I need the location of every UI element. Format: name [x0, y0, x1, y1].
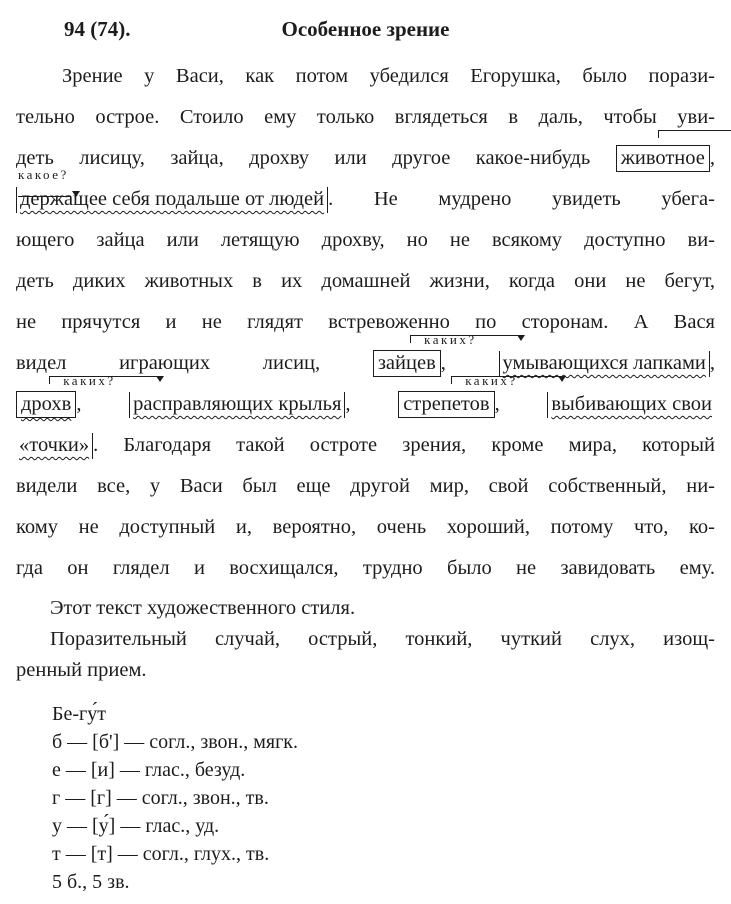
- paragraph-line: [16, 425, 715, 466]
- dependency-arrow-stub-icon: [658, 130, 731, 131]
- paragraph-line: [16, 167, 715, 220]
- text-run: ,: [440, 352, 499, 374]
- exercise-title: Особенное зрение: [281, 17, 450, 41]
- paragraph-line: [16, 507, 715, 548]
- question-label: каких?: [424, 332, 477, 347]
- defined-word-box: стрепетов: [398, 391, 494, 418]
- text-run: видел играющих лисиц,: [16, 352, 373, 374]
- paragraph-line: [16, 261, 715, 302]
- phonetic-word: Бе-гу́т: [52, 703, 106, 725]
- phonetic-row: т — [т] — согл., глух., тв.: [52, 843, 270, 865]
- question-label: какое?: [18, 154, 71, 197]
- participial-phrase: держащее себя подальше от людей: [16, 187, 328, 213]
- main-paragraph: [16, 56, 715, 589]
- paragraph-line: [16, 97, 715, 138]
- text-run: . Не мудрено увидеть убега-: [328, 188, 715, 210]
- text-run: кому не доступный и, вероятно, очень хороший, потому что, ко-: [16, 516, 715, 538]
- text-run: деть лисицу, зайца, дрохву или другое какое-нибудь: [16, 147, 616, 169]
- question-label: каких?: [63, 373, 116, 388]
- paragraph-line: [16, 138, 715, 179]
- question-label: каких?: [465, 373, 518, 388]
- text-run: гда он глядел и восхищался, трудно было не завидовать ему.: [16, 557, 715, 579]
- text-run: Зрение у Васи, как потом убедился Егорушка, было порази-: [62, 65, 715, 87]
- paragraph-line: [16, 548, 715, 589]
- participial-phrase: «точки»: [16, 433, 93, 459]
- phonetic-analysis: [52, 700, 715, 896]
- text-run: ,: [709, 352, 716, 374]
- annotation-group: [616, 138, 710, 179]
- text-run: ,: [76, 393, 130, 415]
- text-run: ,: [494, 393, 548, 415]
- text-run: ющего зайца или летящую дрохву, но не всякому доступно ви-: [16, 229, 715, 251]
- text-run: тельно острое. Стоило ему только вглядеться в даль, чтобы уви-: [16, 106, 715, 128]
- annotation-group: [398, 373, 518, 425]
- text-run: не прячутся и не глядят встревоженно по сторонам. А Вася: [16, 311, 715, 333]
- annotation-group: [16, 167, 328, 220]
- exercise-number: 94 (74).: [64, 17, 131, 41]
- analysis-line: Поразительный случай, острый, тонкий, чуткий слух, изощ-: [50, 628, 715, 650]
- text-run: ,: [709, 147, 715, 169]
- paragraph-line: [16, 466, 715, 507]
- analysis-line: Этот текст художественного стиля.: [50, 597, 356, 619]
- annotation-group: [16, 373, 116, 425]
- text-run: ,: [345, 393, 399, 415]
- participial-phrase: расправляющих крылья: [129, 392, 345, 418]
- participial-phrase: выбивающих свои: [547, 392, 715, 418]
- phonetic-row: б — [б'] — согл., звон., мягк.: [52, 731, 299, 753]
- annotation-group: [16, 425, 93, 466]
- paragraph-line: [16, 332, 716, 384]
- defined-word-box: дрохв: [16, 391, 76, 418]
- phonetic-row: г — [г] — согл., звон., тв.: [52, 787, 269, 809]
- exercise-header: [16, 14, 715, 44]
- annotation-group: [547, 384, 715, 425]
- annotation-group: [499, 343, 710, 384]
- paragraph-line: [16, 56, 715, 97]
- analysis-line: ренный прием.: [16, 659, 147, 681]
- text-run: видели все, у Васи был еще другой мир, свой собственный, ни-: [16, 475, 715, 497]
- annotation-group: [373, 332, 477, 384]
- defined-word-box: зайцев: [373, 350, 441, 377]
- phonetic-row: е — [и] — глас., безуд.: [52, 759, 246, 781]
- style-analysis: [16, 593, 715, 686]
- paragraph-line: [16, 220, 715, 261]
- annotation-group: [129, 384, 345, 425]
- phonetic-row: у — [у́] — глас., уд.: [52, 815, 220, 837]
- phonetic-rows: [52, 728, 715, 868]
- text-run: деть диких животных в их домашней жизни, когда они не бегут,: [16, 270, 715, 292]
- defined-word-box: животное: [616, 145, 710, 172]
- text-run: . Благодаря такой остроте зрения, кроме мира, который: [93, 434, 715, 456]
- paragraph-line: [16, 373, 715, 425]
- phonetic-total: 5 б., 5 зв.: [52, 871, 130, 893]
- participial-phrase: умывающихся лапками: [499, 351, 710, 377]
- paragraph-line: [16, 302, 715, 343]
